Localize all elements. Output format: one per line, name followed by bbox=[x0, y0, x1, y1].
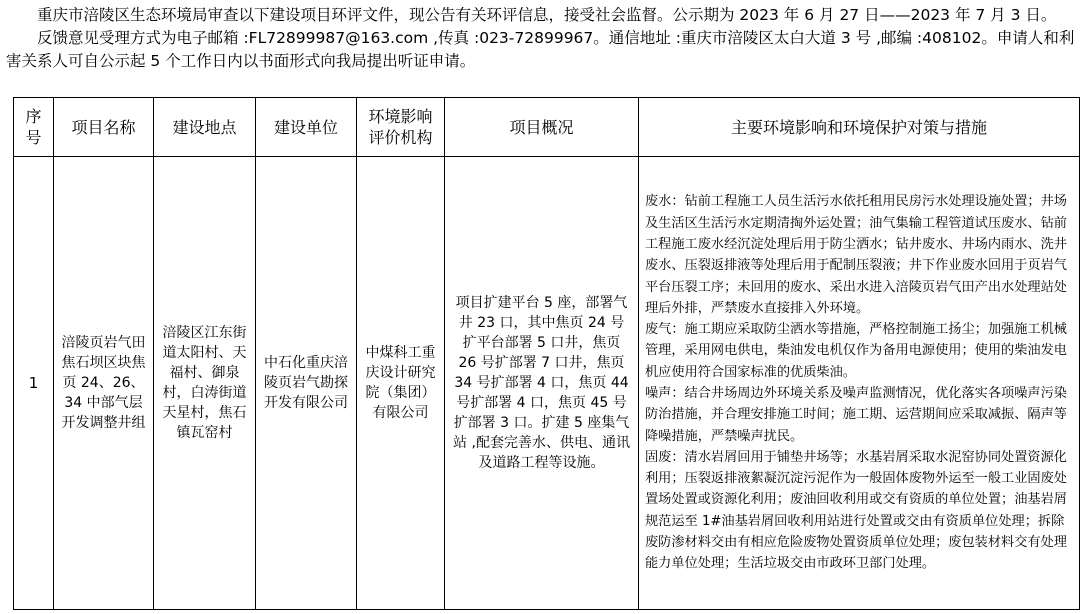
measures-noise: 噪声：结合井场周边外环境关系及噪声监测情况，优化落实各项噪声污染防治措施，并合理安排施工时间；施工期、运营期间应采取减振、隔声等降噪措施，严禁噪声扰民。 bbox=[645, 386, 1067, 444]
cell-measures bbox=[639, 157, 1080, 610]
cell-location: 涪陵区江东街道太阳村、天福村、御泉村，白涛街道天星村，焦石镇瓦窑村 bbox=[154, 157, 256, 610]
cell-seq: 1 bbox=[14, 157, 54, 610]
header-measures: 主要环境影响和环境保护对策与措施 bbox=[639, 98, 1080, 157]
table-row bbox=[14, 157, 1080, 610]
header-project-name: 项目名称 bbox=[54, 98, 154, 157]
table-header-row bbox=[14, 98, 1080, 157]
cell-project-name: 涪陵页岩气田焦石坝区块焦页 24、26、34 中部气层开发调整井组 bbox=[54, 157, 154, 610]
measures-air: 废气：施工期应采取防尘洒水等措施，严格控制施工扬尘；加强施工机械管理，采用网电供电，柴油发电机仅作为备用电源使用；使用的柴油发电机应使用符合国家标准的优质柴油。 bbox=[645, 322, 1067, 380]
notice-paragraph-2: 反馈意见受理方式为电子邮箱 :FL72899987@163.com ,传真 :023-72899967。通信地址 :重庆市涪陵区太白大道 3 号 ,邮编 :408102。申请人和利害关系人可自公示起 5 个工作日内以书面形式向我局提出听证申请。 bbox=[6, 29, 1075, 70]
cell-overview: 项目扩建平台 5 座，部署气井 23 口，其中焦页 24 号扩平台部署 5 口井，焦页 26 号扩部署 7 口井，焦页 34 号扩部署 4 口，焦页 44 号扩部署 4 口，焦页 45 号扩部署 3 口。扩建 5 座集气站 ,配套完善水、供电、通讯及道路工程等设施。 bbox=[445, 157, 639, 610]
header-construction-unit: 建设单位 bbox=[256, 98, 357, 157]
header-overview: 项目概况 bbox=[445, 98, 639, 157]
measures-water: 废水：钻前工程施工人员生活污水依托租用民房污水处理设施处置；井场及生活区生活污水定期清掏外运处置；油气集输工程管道试压废水、钻前工程施工废水经沉淀处理后用于防尘洒水；钻井废水、井场内雨水、洗井废水、压裂返排液等处理后用于配制压裂液；井下作业废水回用于页岩气平台压裂工序；未回用的废水、采出水进入涪陵页岩气田产出水处理站处理后外排，严禁废水直接排入外环境。 bbox=[645, 194, 1067, 316]
measures-solid-waste: 固废：清水岩屑回用于铺垫井场等；水基岩屑采取水泥窑协同处置资源化利用；压裂返排液絮凝沉淀污泥作为一般固体废物外运至一般工业固废处置场处置或资源化利用；废油回收利用或交有资质的单位处置；油基岩屑规范运至 1#油基岩屑回收利用站进行处置或交由有资质单位处理；拆除废防渗材料交由有相应危险废物处置资质单位处理；废包装材料交有处理能力单位处理；生活垃圾交由市政环卫部门处理。 bbox=[645, 449, 1067, 572]
header-location: 建设地点 bbox=[154, 98, 256, 157]
header-seq: 序号 bbox=[14, 98, 54, 157]
project-table bbox=[13, 97, 1080, 610]
cell-construction-unit: 中石化重庆涪陵页岩气勘探开发有限公司 bbox=[256, 157, 357, 610]
notice-intro bbox=[6, 4, 1078, 73]
notice-paragraph-1: 重庆市涪陵区生态环境局审查以下建设项目环评文件，现公告有关环评信息，接受社会监督。公示期为 2023 年 6 月 27 日——2023 年 7 月 3 日。 bbox=[37, 6, 1057, 24]
cell-eia-agency: 中煤科工重庆设计研究院（集团）有限公司 bbox=[357, 157, 445, 610]
header-eia-agency: 环境影响评价机构 bbox=[357, 98, 445, 157]
